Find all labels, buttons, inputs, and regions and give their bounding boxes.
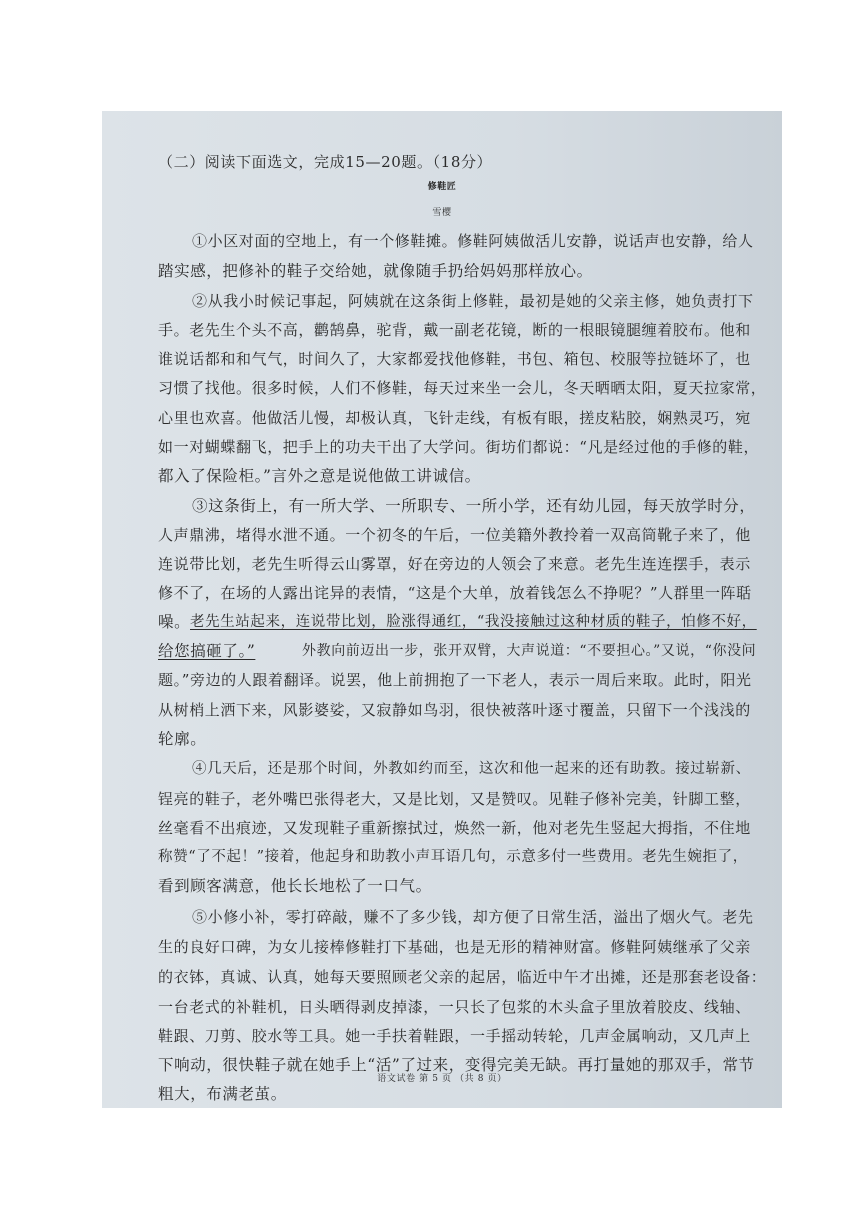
text-line: 噪。 xyxy=(158,613,191,631)
text-line: 题。”旁边的人跟着翻译。说罢，他上前拥抱了一下老人，表示一周后来取。此时，阳光 xyxy=(158,671,752,689)
text-line: 手。老先生个头不高，鹳鹄鼻，驼背，戴一副老花镜，断的一根眼镜腿缠着胶布。他和 xyxy=(158,321,751,339)
text-line: 人声鼎沸，堵得水泄不通。一个初冬的午后，一位美籍外教拎着一双高筒靴子来了，他 xyxy=(158,526,751,544)
text-line: 看到顾客满意，他长长地松了一口气。 xyxy=(158,877,432,895)
text-line: ③这条街上，有一所大学、一所职专、一所小学，还有幼儿园，每天放学时分， xyxy=(192,497,756,515)
text-line: 下响动，很快鞋子就在她手上“活”了过来，变得完美无缺。再打量她的那双手，常节 xyxy=(158,1056,755,1074)
text-line: 谁说话都和和气气，时间久了，大家都爱找他修鞋，书包、箱包、校服等拉链坏了，也 xyxy=(158,350,751,368)
underlined-sentence: 老先生站起来，连说带比划，脸涨得通红，“我没接触过这种材质的鞋子，怕修不好， xyxy=(190,614,757,630)
page-footer: 语文试卷 第 5 页 （共 8 页） xyxy=(377,1074,507,1084)
text-line: 丝毫看不出痕迹，又发现鞋子重新擦拭过，焕然一新，他对老先生竖起大拇指，不住地 xyxy=(158,819,751,837)
article-title: 修鞋匠 xyxy=(427,182,457,192)
text-line: 生的良好口碑，为女儿接棒修鞋打下基础，也是无形的精神财富。修鞋阿姨继承了父亲 xyxy=(158,938,751,956)
text-line: 锃亮的鞋子，老外嘴巴张得老大，又是比划，又是赞叹。见鞋子修补完美，针脚工整， xyxy=(158,790,751,808)
text-line: 从树梢上洒下来，风影婆娑，又寂静如鸟羽，很快被落叶逐寸覆盖，只留下一个浅浅的 xyxy=(158,701,751,719)
text-line: 修不了，在场的人露出诧异的表情，“这是个大单，放着钱怎么不挣呢？”人群里一阵聒 xyxy=(158,584,752,602)
text-line: 踏实感，把修补的鞋子交给她，就像随手扔给妈妈那样放心。 xyxy=(158,262,593,280)
text-line: 连说带比划，老先生听得云山雾罩，好在旁边的人领会了来意。老先生连连摆手，表示 xyxy=(158,555,751,573)
text-line: 粗大，布满老茧。 xyxy=(158,1085,287,1103)
text-line: ①小区对面的空地上，有一个修鞋摊。修鞋阿姨做活儿安静，说话声也安静，给人 xyxy=(192,232,754,250)
text-line: 心里也欢喜。他做活儿慢，却极认真，飞针走线，有板有眼，搓皮粘胶，娴熟灵巧，宛 xyxy=(158,409,751,427)
text-line: 一台老式的补鞋机，日头晒得剥皮掉漆，一只长了包浆的木头盒子里放着胶皮、线轴、 xyxy=(158,998,751,1016)
text-line: 如一对蝴蝶翻飞，把手上的功夫干出了大学问。街坊们都说：“凡是经过他的手修的鞋， xyxy=(158,438,760,456)
text-line: 称赞“了不起！”接着，他起身和助教小声耳语几句，示意多付一些费用。老先生婉拒了， xyxy=(158,849,748,865)
text-line: 轮廓。 xyxy=(158,730,207,748)
text-line: ④几天后，还是那个时间，外教如约而至，这次和他一起来的还有助教。接过崭新、 xyxy=(192,761,751,777)
section-heading: （二）阅读下面选文，完成15—20题。（18分） xyxy=(158,153,493,171)
text-line: 都入了保险柜。”言外之意是说他做工讲诚信。 xyxy=(158,467,481,485)
text-line: ②从我小时候记事起，阿姨就在这条街上修鞋，最初是她的父亲主修，她负责打下 xyxy=(192,292,754,310)
underlined-sentence-end: 给您搞砸了。” xyxy=(158,642,256,660)
exam-page-photo xyxy=(102,111,782,1108)
text-line: ⑤小修小补，零打碎敲，赚不了多少钱，却方便了日常生活，溢出了烟火气。老先 xyxy=(192,908,754,926)
text-line: 外教向前迈出一步，张开双臂，大声说道：“不要担心。”又说，“你没问 xyxy=(302,643,757,659)
text-line: 习惯了找他。很多时候，人们不修鞋，每天过来坐一会儿，冬天晒晒太阳，夏天拉家常， xyxy=(158,379,767,397)
text-line: 鞋跟、刀剪、胶水等工具。她一手扶着鞋跟，一手摇动转轮，几声金属响动，又几声上 xyxy=(158,1027,751,1045)
text-line: 的衣钵，真诚、认真，她每天要照顾老父亲的起居，临近中午才出摊，还是那套老设备： xyxy=(158,968,767,986)
article-author: 雪樱 xyxy=(432,208,452,218)
